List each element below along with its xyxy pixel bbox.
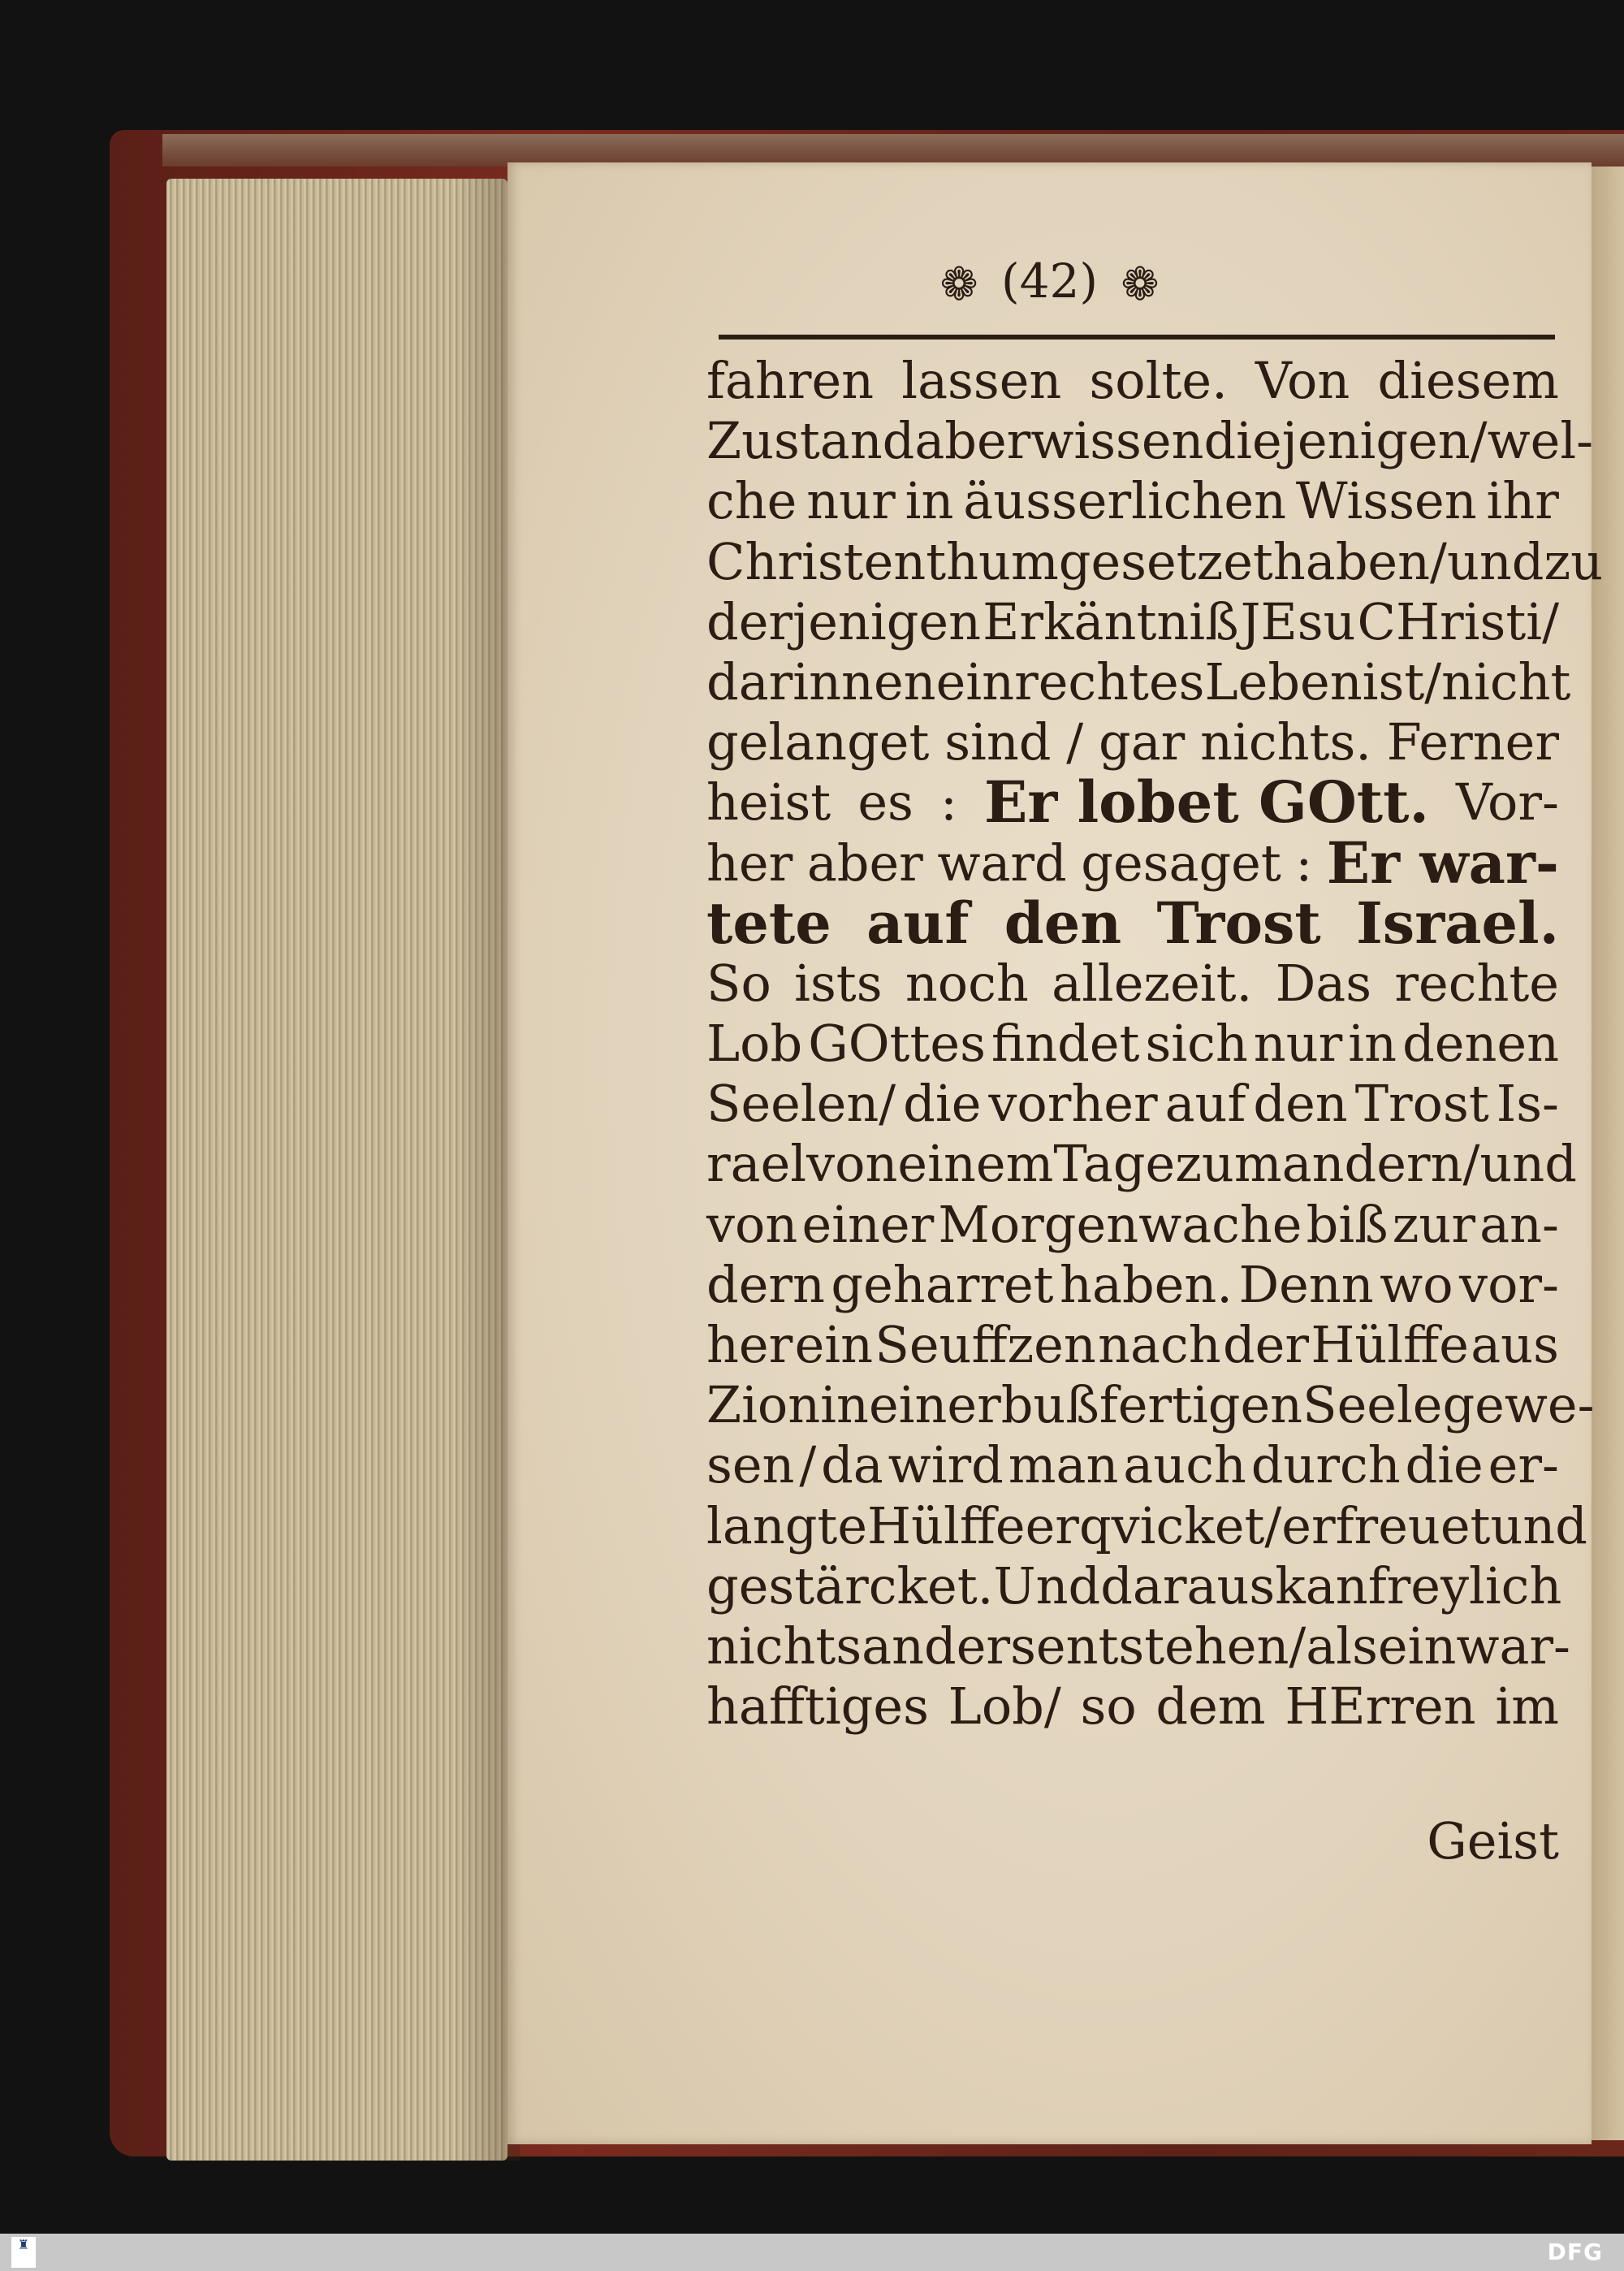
word: diejenigen/ [1203, 411, 1488, 471]
word: da [821, 1435, 883, 1495]
word: äusserlichen [963, 471, 1287, 531]
word: wo [1380, 1254, 1453, 1314]
word: Hülffe [1311, 1315, 1469, 1374]
word: Leben [1204, 651, 1363, 712]
word: / [1066, 712, 1084, 772]
word: sind [944, 712, 1052, 772]
word: als [1306, 1616, 1378, 1676]
word: biß [1306, 1194, 1389, 1254]
word: war- [1456, 1616, 1570, 1676]
word: ein [935, 651, 1015, 712]
text-line [706, 1255, 1559, 1315]
word: in [905, 471, 954, 531]
word: den [1253, 1074, 1348, 1134]
word: vorher [988, 1074, 1158, 1134]
word: Tage [1053, 1134, 1176, 1194]
word: einer [801, 1194, 935, 1254]
word: daraus [1100, 1555, 1276, 1616]
word: die [903, 1074, 982, 1134]
word: che [706, 471, 797, 531]
word: Zustand [706, 411, 915, 471]
word: GOttes [808, 1014, 986, 1074]
word: Er lobet GOtt. [983, 768, 1429, 837]
word: rael [706, 1134, 807, 1194]
word: vor- [1459, 1254, 1559, 1314]
word: Christenthum [706, 531, 1059, 591]
word: der [1222, 1315, 1309, 1374]
text-line [706, 1134, 1577, 1194]
word: Lob/ [948, 1676, 1061, 1737]
text-line [706, 592, 1559, 652]
word: Ferner [1386, 712, 1559, 772]
word: her [706, 1315, 793, 1374]
word: geharret [831, 1254, 1054, 1314]
library-logo[interactable] [11, 2237, 36, 2268]
word: erqvicket/ [1025, 1495, 1282, 1555]
word: nichts [706, 1616, 862, 1676]
word: ists [794, 953, 883, 1013]
word: von [806, 1134, 898, 1194]
word: man [1008, 1435, 1119, 1495]
left-ornament-icon: ❁ [939, 258, 978, 312]
page-header [508, 253, 1592, 311]
word: gewe- [1442, 1375, 1595, 1435]
word: und [1479, 1134, 1577, 1194]
word: Is- [1496, 1074, 1559, 1134]
text-line [706, 471, 1559, 531]
word: gesaget [1081, 833, 1281, 893]
word: heist [706, 772, 831, 833]
word: Lob [706, 1014, 803, 1074]
word: Seelen/ [706, 1074, 896, 1134]
word: aber [914, 411, 1031, 471]
word: solte. [1089, 351, 1228, 410]
word: ein [1377, 1616, 1457, 1676]
word: einem [897, 1134, 1054, 1194]
word: nur [806, 471, 896, 531]
word: tete [706, 889, 831, 957]
word: es [857, 772, 914, 833]
word: Erkäntniß [983, 591, 1239, 651]
word: kan [1275, 1555, 1368, 1616]
word: Denn [1238, 1254, 1374, 1314]
word: CHristi/ [1357, 591, 1559, 651]
word: rechtes [1014, 651, 1205, 712]
word: gar [1099, 712, 1186, 772]
word: hafftiges [706, 1676, 929, 1737]
word: Und [993, 1555, 1101, 1616]
word: Von [1255, 351, 1350, 410]
word: findet [991, 1014, 1140, 1074]
word: haben/ [1272, 531, 1447, 591]
word: nur [1253, 1014, 1343, 1074]
text-line [706, 1495, 1587, 1556]
word: auch [1123, 1435, 1246, 1495]
text-line [706, 531, 1604, 592]
word: sich [1145, 1014, 1248, 1074]
right-ornament-icon: ❁ [1121, 258, 1160, 312]
text-line [706, 1074, 1559, 1134]
word: Das [1275, 953, 1372, 1013]
word: Vor- [1455, 772, 1559, 833]
word: Seele [1302, 1375, 1443, 1435]
word: auf [1164, 1074, 1246, 1134]
word: durch [1250, 1435, 1401, 1495]
word: zum [1175, 1134, 1282, 1194]
word: von [706, 1194, 798, 1254]
word: her [706, 833, 793, 893]
word: freylich [1367, 1555, 1562, 1616]
word: Trost [1354, 1074, 1489, 1134]
word: diesem [1377, 351, 1559, 410]
word: nach [1098, 1315, 1221, 1374]
word: noch [905, 953, 1029, 1013]
word: So [706, 953, 771, 1013]
text-line [706, 1555, 1562, 1616]
word: : [939, 772, 957, 833]
word: dem [1155, 1676, 1266, 1737]
text-line [706, 1676, 1559, 1737]
word: Morgenwache [938, 1194, 1302, 1254]
word: Er war- [1326, 828, 1559, 897]
book-page [508, 162, 1604, 2144]
word: HErren [1285, 1676, 1476, 1737]
word: zur [1392, 1194, 1475, 1254]
word: gesetzet [1058, 531, 1273, 591]
word: lassen [901, 351, 1062, 410]
word: ihr [1486, 471, 1559, 531]
word: aus [1471, 1315, 1559, 1374]
text-line [706, 1435, 1559, 1495]
word: / [799, 1435, 817, 1495]
text-line [706, 1616, 1570, 1676]
word: auf [866, 889, 970, 957]
word: ein [794, 1315, 874, 1374]
word: und [1490, 1495, 1587, 1555]
word: im [1495, 1676, 1559, 1737]
word: Zion [706, 1375, 821, 1435]
facing-page-edge [1592, 167, 1624, 2140]
text-line [706, 1014, 1559, 1074]
word: ist/ [1362, 651, 1442, 712]
text-line [706, 768, 1559, 837]
viewer-footer-bar [0, 2234, 1624, 2271]
word: in [820, 1375, 869, 1435]
word: Israel. [1356, 889, 1559, 957]
word: den [1004, 889, 1122, 957]
word: so [1080, 1676, 1137, 1737]
word: Wissen [1295, 471, 1477, 531]
word: haben. [1060, 1254, 1233, 1314]
text-line [706, 1375, 1595, 1435]
text-line [706, 954, 1559, 1014]
word: nicht [1441, 651, 1571, 712]
word: aber [806, 833, 923, 893]
word: erfreuet [1281, 1495, 1491, 1555]
word: gestärcket. [706, 1555, 994, 1616]
word: wird [888, 1435, 1004, 1495]
body-text [706, 351, 1604, 1737]
catchword: Geist [1427, 1811, 1559, 1871]
word: dern [706, 1254, 825, 1314]
word: Seuffzen [875, 1315, 1096, 1374]
word: allezeit. [1052, 953, 1253, 1013]
word: Trost [1156, 889, 1321, 957]
cover-top-edge [162, 134, 1624, 167]
page-number: (42) [1000, 253, 1099, 309]
word: und [1446, 531, 1544, 591]
word: an- [1479, 1194, 1559, 1254]
word: andern/ [1281, 1134, 1480, 1194]
word: Hülffe [867, 1495, 1026, 1555]
word: darinnen [706, 651, 936, 712]
word: gelanget [706, 712, 930, 772]
word: in [1348, 1014, 1397, 1074]
text-line [706, 1195, 1559, 1255]
text-line [706, 651, 1571, 712]
library-crest-icon: ♜ [17, 2237, 30, 2252]
word: wissen [1030, 411, 1204, 471]
text-line [706, 411, 1594, 471]
text-line [706, 828, 1559, 897]
word: : [1295, 833, 1313, 893]
word: die [1405, 1435, 1484, 1495]
word: bußfertigen [1000, 1375, 1303, 1435]
word: wel- [1487, 411, 1594, 471]
word: entstehen/ [1035, 1616, 1307, 1676]
word: denen [1402, 1014, 1559, 1074]
header-rule [719, 335, 1555, 340]
word: zu [1544, 531, 1604, 591]
text-line [706, 889, 1559, 957]
word: einer [868, 1375, 1001, 1435]
word: nichts. [1200, 712, 1371, 772]
word: anders [862, 1616, 1036, 1676]
word: JEsu [1240, 591, 1356, 651]
word: rechte [1394, 953, 1559, 1013]
text-line [706, 351, 1559, 411]
text-line [706, 712, 1559, 772]
word: derjenigen [706, 591, 982, 651]
text-line [706, 1315, 1559, 1375]
word: sen [706, 1435, 795, 1495]
word: fahren [706, 351, 875, 410]
word: er- [1488, 1435, 1559, 1495]
dfg-logo[interactable]: DFG [1547, 2239, 1603, 2265]
word: ward [937, 833, 1067, 893]
word: langte [706, 1495, 868, 1555]
